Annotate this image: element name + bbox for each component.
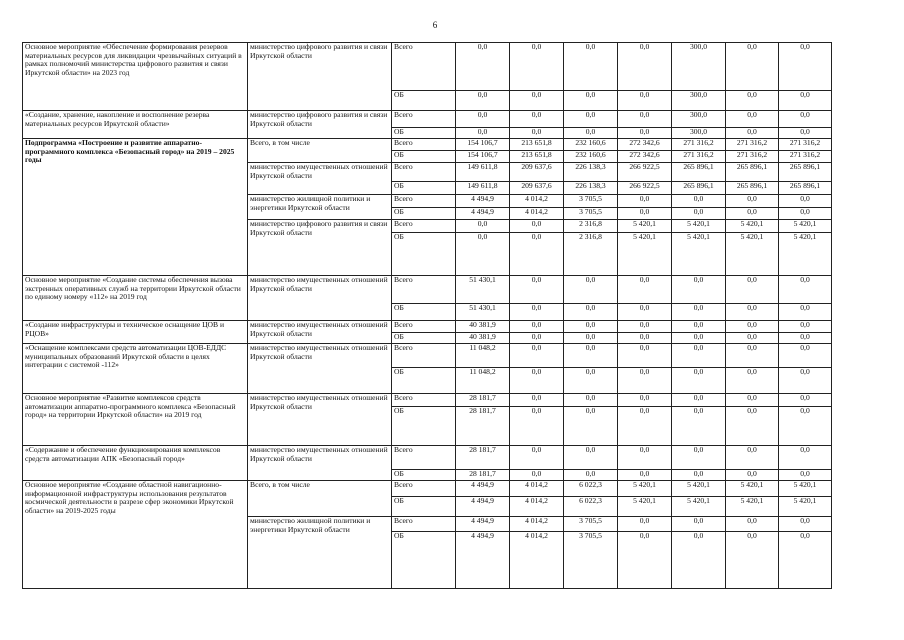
table-row [23,481,832,497]
executor-cell: министерство имущественных отношений Иркутской области [248,321,392,344]
amount-cell: 5 420,1 [618,220,672,233]
amount-cell: 0,0 [564,276,618,304]
funding-source-cell: Всего [392,43,456,91]
amount-cell: 300,0 [672,111,726,128]
amount-cell: 4 014,2 [510,481,564,497]
table-row [23,43,832,91]
funding-source-cell: ОБ [392,208,456,220]
amount-cell: 4 494,9 [456,497,510,517]
amount-cell: 271 316,2 [672,151,726,163]
activity-name-cell: «Содержание и обеспечение функционирования комплексов средств автоматизации АПК «Безопасный город» [23,446,248,481]
amount-cell: 265 896,1 [779,182,832,195]
amount-cell: 0,0 [564,407,618,446]
amount-cell: 0,0 [510,407,564,446]
amount-cell: 5 420,1 [779,220,832,233]
amount-cell: 5 420,1 [672,481,726,497]
amount-cell: 0,0 [726,446,779,470]
amount-cell: 0,0 [564,394,618,407]
funding-source-cell: Всего [392,220,456,233]
amount-cell: 5 420,1 [726,481,779,497]
amount-cell: 4 494,9 [456,532,510,589]
executor-cell: министерство цифрового развития и связи Иркутской области [248,111,392,139]
amount-cell: 0,0 [672,208,726,220]
table-row [23,446,832,470]
amount-cell: 0,0 [618,368,672,394]
amount-cell: 0,0 [726,517,779,532]
amount-cell: 11 048,2 [456,344,510,368]
amount-cell: 5 420,1 [779,233,832,276]
amount-cell: 0,0 [618,532,672,589]
amount-cell: 0,0 [672,304,726,321]
amount-cell: 3 705,5 [564,208,618,220]
amount-cell: 0,0 [456,91,510,111]
amount-cell: 0,0 [672,368,726,394]
amount-cell: 265 896,1 [672,163,726,182]
funding-source-cell: ОБ [392,233,456,276]
funding-source-cell: ОБ [392,182,456,195]
amount-cell: 28 181,7 [456,470,510,481]
executor-cell: министерство жилищной политики и энергетики Иркутской области [248,517,392,589]
amount-cell: 4 494,9 [456,208,510,220]
amount-cell: 213 651,8 [510,139,564,151]
funding-source-cell: Всего [392,163,456,182]
amount-cell: 0,0 [726,128,779,139]
amount-cell: 0,0 [510,368,564,394]
amount-cell: 149 611,8 [456,182,510,195]
amount-cell: 271 316,2 [726,151,779,163]
amount-cell: 5 420,1 [618,233,672,276]
amount-cell: 0,0 [510,233,564,276]
funding-source-cell: ОБ [392,470,456,481]
amount-cell: 0,0 [564,368,618,394]
amount-cell: 0,0 [726,304,779,321]
amount-cell: 0,0 [779,208,832,220]
funding-source-cell: Всего [392,344,456,368]
amount-cell: 154 106,7 [456,139,510,151]
amount-cell: 5 420,1 [672,233,726,276]
amount-cell: 0,0 [510,470,564,481]
amount-cell: 232 160,6 [564,139,618,151]
activity-name-cell: Основное мероприятие «Обеспечение формирования резервов материальных ресурсов для ликвидации чрезвычайных ситуаций в рамках полномочий министерства цифрового развития и связи Иркутской области» на 2023 год [23,43,248,111]
amount-cell: 0,0 [510,43,564,91]
amount-cell: 4 014,2 [510,532,564,589]
amount-cell: 5 420,1 [672,220,726,233]
amount-cell: 40 381,9 [456,333,510,344]
amount-cell: 300,0 [672,43,726,91]
activity-name-cell: Основное мероприятие «Создание системы обеспечения вызова экстренных оперативных служб на территории Иркутской области по единому номеру «112» на 2019 год [23,276,248,321]
amount-cell: 5 420,1 [726,233,779,276]
table-row [23,394,832,407]
amount-cell: 0,0 [779,517,832,532]
amount-cell: 0,0 [726,276,779,304]
amount-cell: 40 381,9 [456,321,510,333]
amount-cell: 0,0 [672,344,726,368]
executor-cell: министерство имущественных отношений Иркутской области [248,163,392,195]
table-row [23,276,832,304]
amount-cell: 51 430,1 [456,304,510,321]
amount-cell: 0,0 [672,276,726,304]
funding-source-cell: Всего [392,111,456,128]
amount-cell: 0,0 [672,446,726,470]
amount-cell: 5 420,1 [726,220,779,233]
activity-name-cell: «Создание инфраструктуры и техническое оснащение ЦОВ и РЦОВ» [23,321,248,344]
amount-cell: 0,0 [726,43,779,91]
amount-cell: 209 637,6 [510,163,564,182]
budget-table [22,42,832,589]
funding-source-cell: ОБ [392,91,456,111]
amount-cell: 0,0 [510,333,564,344]
amount-cell: 0,0 [618,446,672,470]
amount-cell: 266 922,5 [618,163,672,182]
amount-cell: 226 138,3 [564,182,618,195]
amount-cell: 0,0 [510,344,564,368]
amount-cell: 0,0 [618,333,672,344]
funding-source-cell: ОБ [392,304,456,321]
executor-cell: министерство имущественных отношений Иркутской области [248,446,392,481]
amount-cell: 0,0 [672,532,726,589]
executor-cell: министерство цифрового развития и связи Иркутской области [248,43,392,111]
amount-cell: 0,0 [726,532,779,589]
amount-cell: 0,0 [618,195,672,208]
amount-cell: 3 705,5 [564,517,618,532]
funding-source-cell: Всего [392,195,456,208]
amount-cell: 0,0 [726,195,779,208]
executor-cell: министерство цифрового развития и связи Иркутской области [248,220,392,276]
amount-cell: 0,0 [779,368,832,394]
funding-source-cell: ОБ [392,128,456,139]
amount-cell: 4 494,9 [456,195,510,208]
amount-cell: 0,0 [618,321,672,333]
amount-cell: 0,0 [672,394,726,407]
amount-cell: 0,0 [564,344,618,368]
amount-cell: 0,0 [618,517,672,532]
funding-source-cell: ОБ [392,368,456,394]
funding-source-cell: Всего [392,276,456,304]
amount-cell: 265 896,1 [779,163,832,182]
amount-cell: 0,0 [779,532,832,589]
executor-cell: министерство имущественных отношений Иркутской области [248,394,392,446]
amount-cell: 265 896,1 [726,182,779,195]
amount-cell: 0,0 [618,91,672,111]
activity-name-cell: «Создание, хранение, накопление и восполнение резерва материальных ресурсов Иркутской области» [23,111,248,139]
amount-cell: 266 922,5 [618,182,672,195]
amount-cell: 28 181,7 [456,407,510,446]
activity-name-cell: «Оснащение комплексами средств автоматизации ЦОВ-ЕДДС муниципальных образований Иркутской области в целях интеграции с системой -112» [23,344,248,394]
amount-cell: 0,0 [618,111,672,128]
amount-cell: 0,0 [510,111,564,128]
amount-cell: 0,0 [618,407,672,446]
amount-cell: 0,0 [726,321,779,333]
amount-cell: 5 420,1 [618,497,672,517]
amount-cell: 0,0 [779,91,832,111]
amount-cell: 271 316,2 [779,139,832,151]
amount-cell: 0,0 [618,276,672,304]
amount-cell: 0,0 [618,304,672,321]
executor-cell: министерство жилищной политики и энергетики Иркутской области [248,195,392,220]
amount-cell: 272 342,6 [618,151,672,163]
amount-cell: 0,0 [726,208,779,220]
amount-cell: 0,0 [726,111,779,128]
funding-source-cell: ОБ [392,532,456,589]
amount-cell: 265 896,1 [726,163,779,182]
amount-cell: 0,0 [672,517,726,532]
amount-cell: 0,0 [779,321,832,333]
amount-cell: 4 014,2 [510,517,564,532]
amount-cell: 209 637,6 [510,182,564,195]
amount-cell: 28 181,7 [456,446,510,470]
amount-cell: 0,0 [564,43,618,91]
amount-cell: 0,0 [779,333,832,344]
funding-source-cell: Всего [392,321,456,333]
amount-cell: 232 160,6 [564,151,618,163]
amount-cell: 0,0 [564,91,618,111]
amount-cell: 0,0 [672,407,726,446]
amount-cell: 0,0 [618,128,672,139]
funding-source-cell: ОБ [392,407,456,446]
amount-cell: 2 316,8 [564,233,618,276]
amount-cell: 0,0 [564,446,618,470]
amount-cell: 0,0 [618,208,672,220]
executor-cell: министерство имущественных отношений Иркутской области [248,276,392,321]
amount-cell: 0,0 [564,304,618,321]
amount-cell: 11 048,2 [456,368,510,394]
funding-source-cell: Всего [392,139,456,151]
amount-cell: 0,0 [672,195,726,208]
amount-cell: 0,0 [510,321,564,333]
amount-cell: 0,0 [726,344,779,368]
amount-cell: 0,0 [456,128,510,139]
amount-cell: 0,0 [726,470,779,481]
amount-cell: 0,0 [456,233,510,276]
amount-cell: 0,0 [726,91,779,111]
funding-source-cell: ОБ [392,151,456,163]
funding-source-cell: Всего [392,394,456,407]
funding-source-cell: ОБ [392,333,456,344]
amount-cell: 0,0 [779,304,832,321]
amount-cell: 226 138,3 [564,163,618,182]
amount-cell: 0,0 [510,276,564,304]
executor-cell: министерство имущественных отношений Иркутской области [248,344,392,394]
amount-cell: 0,0 [510,304,564,321]
amount-cell: 0,0 [564,470,618,481]
funding-source-cell: Всего [392,481,456,497]
budget-table-body [23,43,832,589]
amount-cell: 0,0 [510,446,564,470]
amount-cell: 2 316,8 [564,220,618,233]
table-row [23,321,832,333]
amount-cell: 3 705,5 [564,195,618,208]
amount-cell: 6 022,3 [564,497,618,517]
amount-cell: 0,0 [779,394,832,407]
amount-cell: 4 014,2 [510,195,564,208]
amount-cell: 0,0 [564,333,618,344]
activity-name-cell: Основное мероприятие «Развитие комплексов средств автоматизации аппаратно-программного комплекса «Безопасный город» на территории Иркутской области» на 2019 год [23,394,248,446]
amount-cell: 5 420,1 [618,481,672,497]
amount-cell: 28 181,7 [456,394,510,407]
amount-cell: 0,0 [726,368,779,394]
amount-cell: 0,0 [618,344,672,368]
amount-cell: 271 316,2 [672,139,726,151]
table-row [23,111,832,128]
amount-cell: 0,0 [779,276,832,304]
amount-cell: 0,0 [672,321,726,333]
executor-cell: Всего, в том числе [248,139,392,163]
amount-cell: 51 430,1 [456,276,510,304]
amount-cell: 5 420,1 [672,497,726,517]
amount-cell: 0,0 [726,333,779,344]
amount-cell: 0,0 [618,394,672,407]
amount-cell: 3 705,5 [564,532,618,589]
amount-cell: 0,0 [779,344,832,368]
amount-cell: 0,0 [726,394,779,407]
amount-cell: 0,0 [779,407,832,446]
page-number: 6 [432,20,438,30]
activity-name-cell: Основное мероприятие «Создание областной навигационно-информационной инфраструктуры использования результатов космической деятельности в разрезе сфер экономики Иркутской области» на 2019-2025 годы [23,481,248,589]
amount-cell: 4 494,9 [456,481,510,497]
table-row [23,344,832,368]
amount-cell: 213 651,8 [510,151,564,163]
amount-cell: 0,0 [779,446,832,470]
amount-cell: 0,0 [779,128,832,139]
amount-cell: 154 106,7 [456,151,510,163]
amount-cell: 0,0 [564,321,618,333]
amount-cell: 0,0 [564,128,618,139]
amount-cell: 271 316,2 [726,139,779,151]
amount-cell: 0,0 [456,111,510,128]
amount-cell: 0,0 [672,470,726,481]
amount-cell: 0,0 [618,43,672,91]
funding-source-cell: Всего [392,517,456,532]
amount-cell: 0,0 [510,128,564,139]
amount-cell: 0,0 [510,394,564,407]
amount-cell: 271 316,2 [779,151,832,163]
amount-cell: 300,0 [672,128,726,139]
amount-cell: 4 014,2 [510,497,564,517]
amount-cell: 149 611,8 [456,163,510,182]
amount-cell: 0,0 [779,470,832,481]
amount-cell: 5 420,1 [726,497,779,517]
amount-cell: 0,0 [564,111,618,128]
amount-cell: 0,0 [726,407,779,446]
amount-cell: 4 014,2 [510,208,564,220]
amount-cell: 300,0 [672,91,726,111]
executor-cell: Всего, в том числе [248,481,392,517]
amount-cell: 0,0 [510,91,564,111]
amount-cell: 0,0 [456,220,510,233]
amount-cell: 0,0 [456,43,510,91]
amount-cell: 4 494,9 [456,517,510,532]
amount-cell: 5 420,1 [779,497,832,517]
table-row [23,139,832,151]
amount-cell: 0,0 [779,43,832,91]
amount-cell: 0,0 [779,111,832,128]
amount-cell: 0,0 [618,470,672,481]
amount-cell: 0,0 [672,333,726,344]
amount-cell: 272 342,6 [618,139,672,151]
activity-name-cell: Подпрограмма «Построение и развитие аппаратно-программного комплекса «Безопасный город» на 2019 – 2025 годы [23,139,248,276]
funding-source-cell: ОБ [392,497,456,517]
funding-source-cell: Всего [392,446,456,470]
amount-cell: 5 420,1 [779,481,832,497]
amount-cell: 6 022,3 [564,481,618,497]
amount-cell: 0,0 [510,220,564,233]
amount-cell: 0,0 [779,195,832,208]
amount-cell: 265 896,1 [672,182,726,195]
